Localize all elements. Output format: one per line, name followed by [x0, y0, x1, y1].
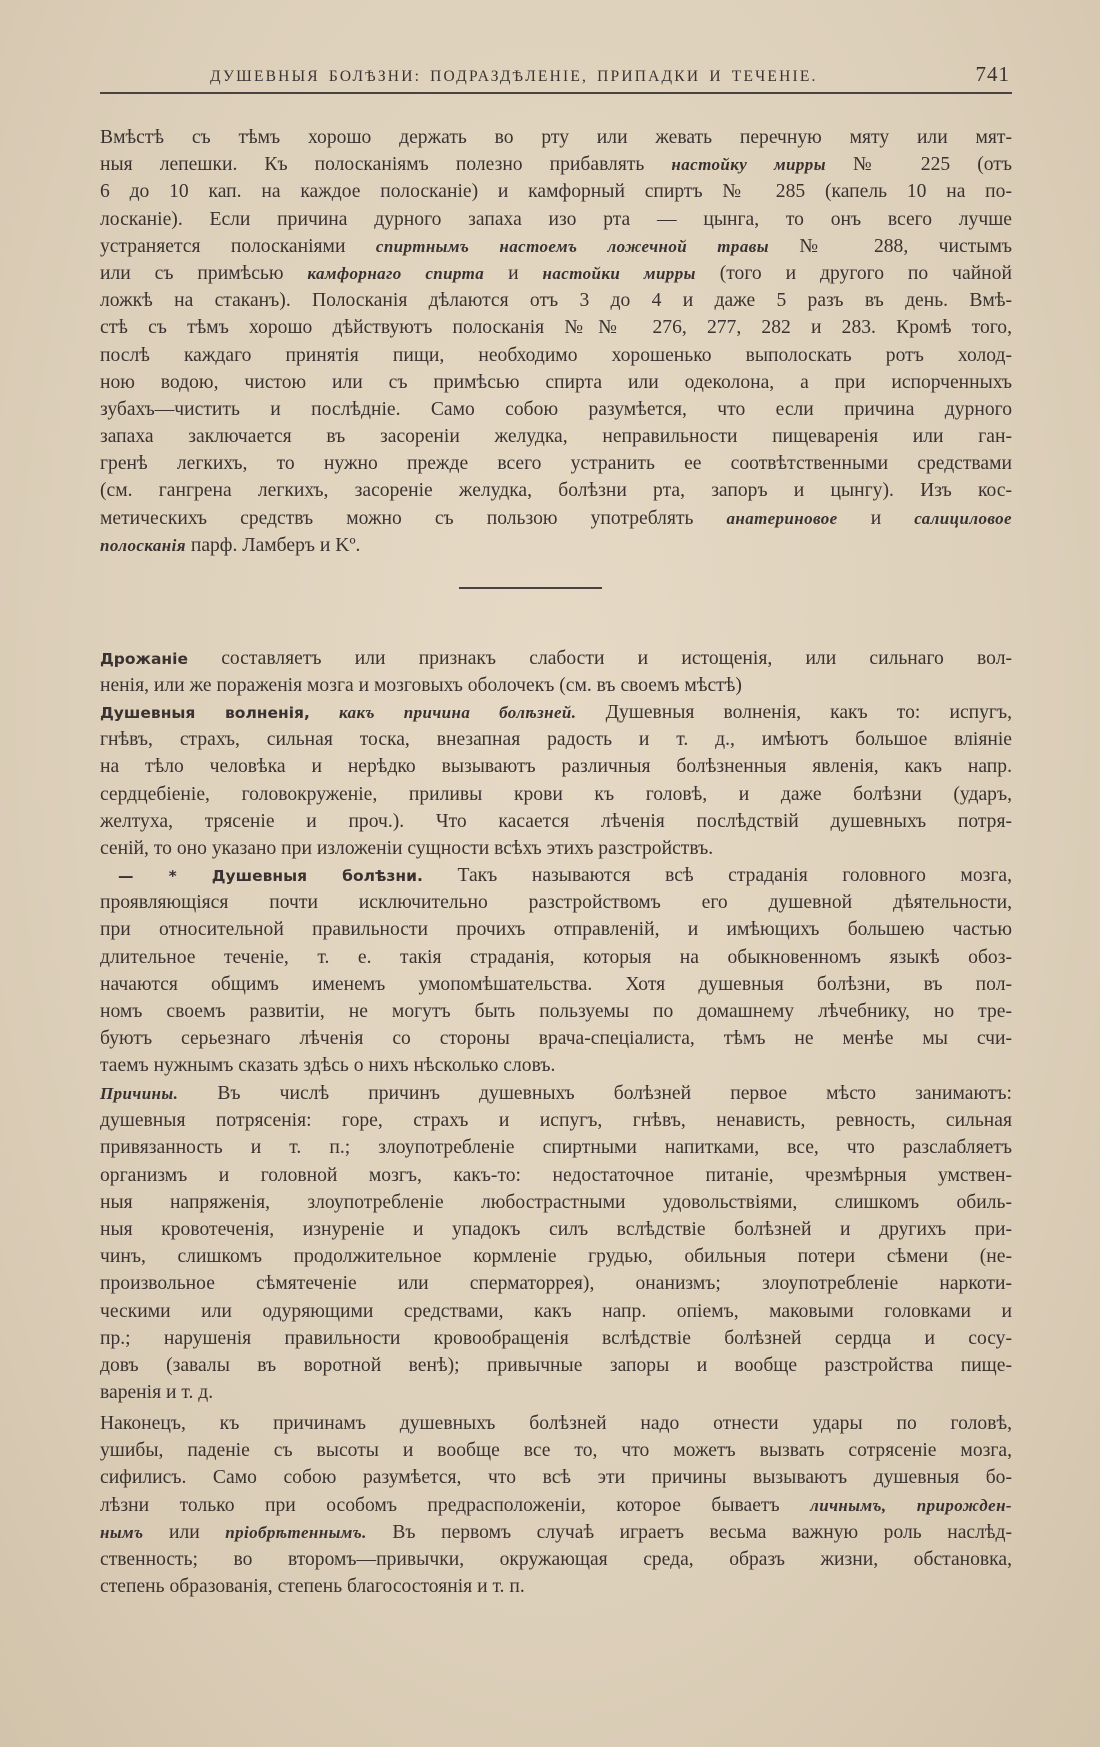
text-line: (см. гангрена легкихъ, засореніе желудка, болѣзни рта, запоръ и цынгу). Изъ кос- [100, 480, 1012, 502]
text-line: произвольное сѣмятеченіе или сперматоррея), онанизмъ; злоупотребленіе наркоти- [100, 1273, 1012, 1295]
text-line: сифилисъ. Само собою разумѣется, что всѣ эти причины вызываютъ душевныя бо- [100, 1467, 1012, 1489]
text-line: проявляющіяся почти исключительно разстройствомъ его душевной дѣятельности, [100, 892, 1012, 914]
text-line [100, 1519, 1012, 1546]
italic-run: камфорнаго спирта [307, 263, 485, 283]
text-line: гренѣ легкихъ, то нужно прежде всего устранить ее соотвѣтственными средствами [100, 453, 1012, 475]
text-run: парф. Ламберъ и Kº. [190, 534, 361, 556]
entry-heading: Дрожаніе [100, 650, 188, 668]
text-line [100, 505, 1012, 532]
text-line: ною водою, чистою или съ примѣсью спирта или одеколона, а при испорченныхъ [100, 371, 1012, 393]
paragraph-emotional-distress [100, 699, 1012, 862]
text-run: Въ первомъ случаѣ играетъ весьма важную роль наслѣд- [392, 1521, 1013, 1543]
text-run: № 225 (отъ [852, 154, 1012, 176]
text-line [100, 1080, 1012, 1107]
text-run: метическихъ средствъ можно съ пользою употреблять [100, 507, 694, 529]
text-run: или [168, 1521, 200, 1543]
text-line: ныя напряженія, злоупотребленіе любострастными удовольствіями, слишкомъ обиль- [100, 1191, 1012, 1213]
text-line: начаются общимъ именемъ умопомѣшательства. Хотя душевныя болѣзни, въ пол- [100, 973, 1012, 995]
text-line: чинъ, слишкомъ продолжительное кормленіе грудью, обильныя потери сѣмени (не- [100, 1246, 1012, 1268]
text-line: 6 до 10 кап. на каждое полосканіе) и камфорный спиртъ № 285 (капель 10 на по- [100, 181, 1012, 203]
text-line: ственность; во второмъ—привычки, окружающая среда, образъ жизни, обстановка, [100, 1548, 1012, 1570]
running-header-title: ДУШЕВНЫЯ БОЛѢЗНИ: ПОДРАЗДѢЛЕНІЕ, ПРИПАДКИ И ТЕЧЕНІЕ. [210, 68, 818, 85]
entry-heading: — * Душевныя болѣзни. [118, 867, 423, 885]
text-run: ныя лепешки. Къ полосканіямъ полезно прибавлять [100, 154, 645, 176]
text-line: Вмѣстѣ съ тѣмъ хорошо держать во рту или жевать перечную мяту или мят- [100, 127, 1012, 148]
text-line: степень образованія, степень благосостоянія и т. п. [100, 1576, 525, 1598]
text-line [100, 532, 1012, 559]
italic-run: Причины. [100, 1084, 179, 1103]
text-run: и [870, 507, 882, 529]
text-line: длительное теченіе, т. е. такія страданія, которыя на обыкновенномъ языкѣ обоз- [100, 946, 1012, 968]
running-header [100, 62, 1012, 94]
text-line [100, 151, 1012, 178]
text-line [100, 260, 1012, 287]
paragraph-bad-breath-remedies [100, 124, 1012, 559]
text-line: довъ (завалы въ воротной венѣ); привычные запоры и вообще разстройства пище- [100, 1354, 1012, 1376]
italic-run: анатериновое [726, 508, 838, 528]
italic-run: настойку мирры [671, 155, 826, 175]
text-line: зубахъ—чистить и послѣдніе. Само собою разумѣется, что если причина дурного [100, 398, 1012, 420]
text-line: номъ своемъ развитіи, не могутъ быть пользуемы по домашнему лѣчебнику, но тре- [100, 1000, 1012, 1022]
section-divider [459, 587, 602, 589]
italic-run: спиртнымъ настоемъ ложечной травы [375, 236, 769, 256]
text-line: Наконецъ, къ причинамъ душевныхъ болѣзней надо отнести удары по головѣ, [100, 1413, 1012, 1434]
paragraph-mental-illnesses [100, 862, 1012, 1080]
text-line: пр.; нарушенія правильности кровообращенія вслѣдствіе болѣзней сердца и сосу- [100, 1327, 1012, 1349]
paragraph-causes [100, 1080, 1012, 1406]
italic-run: салициловое [914, 508, 1012, 528]
text-line: желтуха, трясеніе и проч.). Что касается лѣченія послѣдствій душевныхъ потря- [100, 810, 1012, 832]
text-line: буютъ серьезнаго лѣченія со стороны врача-спеціалиста, тѣмъ не менѣе мы счи- [100, 1028, 1012, 1050]
italic-run: настойки мирры [542, 263, 696, 283]
italic-run: полосканія [100, 535, 186, 555]
text-line: запаха заключается въ засореніи желудка, неправильности пищеваренія или ган- [100, 426, 1012, 448]
italic-run: пріобрѣтеннымъ. [225, 1522, 367, 1542]
text-line [100, 699, 1012, 726]
text-line: привязанность и т. п.; злоупотребленіе спиртными напитками, все, что разслабляетъ [100, 1137, 1012, 1159]
text-run: лѣзни только при особомъ предрасположеніи, которое бываетъ [100, 1494, 780, 1516]
text-line: стѣ съ тѣмъ хорошо дѣйствуютъ полосканія №№ 276, 277, 282 и 283. Кромѣ того, [100, 317, 1012, 339]
text-line: послѣ каждаго принятія пищи, необходимо хорошенько выполоскать ротъ холод- [100, 344, 1012, 366]
text-run: Такъ называются всѣ страданія головного мозга, [457, 865, 1013, 886]
text-line: сеній, то оно указано при изложеніи сущности всѣхъ этихъ разстройствъ. [100, 837, 714, 859]
text-line [100, 862, 1012, 889]
text-line: организмъ и головной мозгъ, какъ-то: недостаточное питаніе, чрезмѣрныя умствен- [100, 1164, 1012, 1186]
text-line: ложкѣ на стаканъ). Полосканія дѣлаются отъ 3 до 4 и даже 5 разъ въ день. Вмѣ- [100, 290, 1012, 312]
entry-heading: Душевныя волненія, [100, 704, 310, 722]
text-line: сердцебіеніе, головокруженіе, приливы крови къ головѣ, и даже болѣзни (ударъ, [100, 783, 1012, 805]
text-line: при относительной правильности прочихъ отправленій, и имѣющихъ большею частью [100, 919, 1012, 941]
italic-run: личнымъ, прирожден- [810, 1495, 1012, 1515]
text-line: лосканіе). Если причина дурного запаха изо рта — цынга, то онъ всего лучше [100, 208, 1012, 230]
paragraph-tremor [100, 645, 1012, 699]
text-run: № 288, чистымъ [799, 235, 1012, 257]
text-run: устраняется полосканіями [100, 235, 346, 257]
text-line: варенія и т. д. [100, 1382, 214, 1404]
text-line: гнѣвъ, страхъ, сильная тоска, внезапная радость и т. д., имѣютъ большое вліяніе [100, 729, 1012, 751]
text-run: составляетъ или признакъ слабости и истощенія, или сильнаго вол- [221, 648, 1012, 669]
text-run: или съ примѣсью [100, 262, 284, 284]
italic-run: нымъ [100, 1522, 144, 1542]
text-line: ушибы, паденіе съ высоты и вообще все то, что можетъ вызвать сотрясеніе мозга, [100, 1440, 1012, 1462]
text-line [100, 645, 1012, 672]
text-line [100, 233, 1012, 260]
text-line: душевныя потрясенія: горе, страхъ и испугъ, гнѣвъ, ненависть, ревность, сильная [100, 1110, 1012, 1132]
text-run: и [508, 262, 519, 284]
text-line [100, 1492, 1012, 1519]
text-run: Душевныя волненія, какъ то: испугъ, [605, 702, 1012, 723]
text-line: на тѣло человѣка и нерѣдко вызываютъ различныя болѣзненныя явленія, какъ напр. [100, 756, 1012, 778]
italic-run: какъ причина болѣзней. [339, 703, 577, 722]
text-line: ненія, или же пораженія мозга и мозговыхъ оболочекъ (см. въ своемъ мѣстѣ) [100, 675, 742, 697]
page-number: 741 [975, 62, 1010, 86]
text-run: (того и другого по чайной [719, 262, 1012, 284]
text-line: ческими или одуряющими средствами, какъ напр. опіемъ, маковыми головками и [100, 1300, 1012, 1322]
text-line: таемъ нужнымъ сказать здѣсь о нихъ нѣсколько словъ. [100, 1055, 556, 1077]
text-line: ныя кровотеченія, изнуреніе и упадокъ силъ вслѣдствіе болѣзней и другихъ при- [100, 1218, 1012, 1240]
text-run: Въ числѣ причинъ душевныхъ болѣзней первое мѣсто занимаютъ: [217, 1083, 1012, 1104]
paragraph-further-causes [100, 1410, 1012, 1600]
